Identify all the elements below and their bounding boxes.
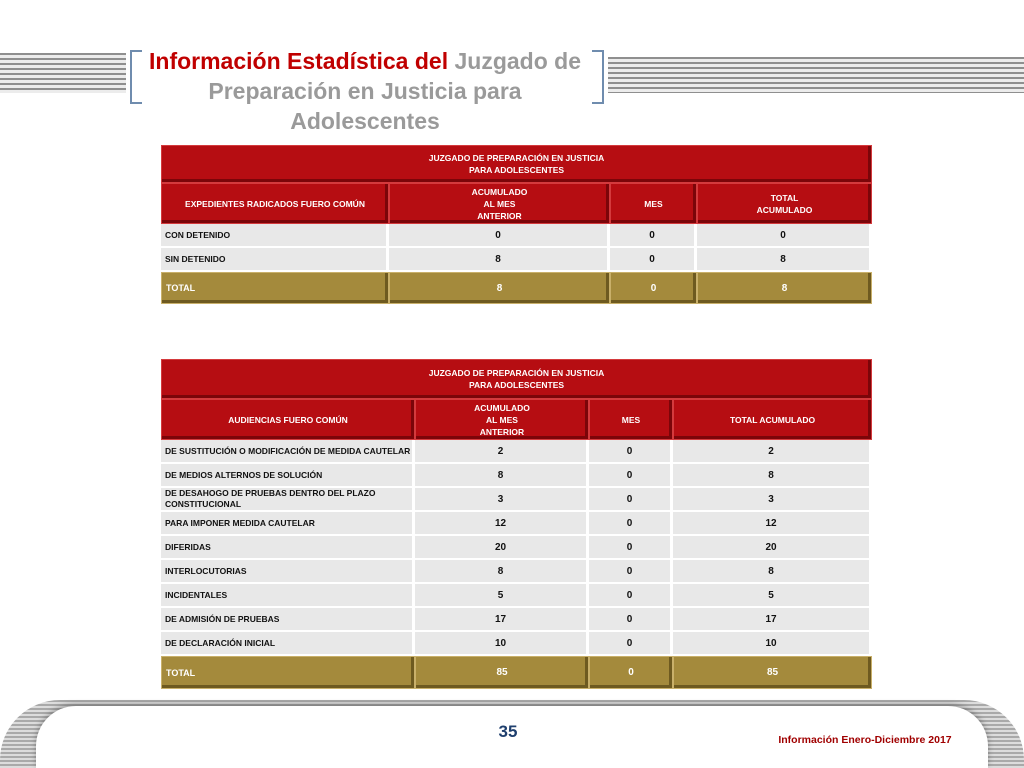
total-mes: 0 <box>589 656 673 689</box>
cell-mes: 0 <box>589 488 673 512</box>
row-label: DE SUSTITUCIÓN O MODIFICACIÓN DE MEDIDA CAUTELAR <box>161 440 415 464</box>
cell-mes: 0 <box>589 632 673 656</box>
cell-total: 2 <box>673 440 872 464</box>
column-header-total: TOTAL ACUMULADO <box>673 399 872 440</box>
cell-mes: 0 <box>610 224 697 248</box>
header-line: ACUMULADO <box>474 402 530 413</box>
column-header-label: AUDIENCIAS FUERO COMÚN <box>161 399 415 440</box>
cell-mes: 0 <box>589 608 673 632</box>
table-row <box>161 464 872 488</box>
cell-mes: 0 <box>589 584 673 608</box>
expedientes-table <box>161 145 872 304</box>
column-header-acumulado <box>389 183 610 224</box>
banner-line: JUZGADO DE PREPARACIÓN EN JUSTICIA <box>428 368 605 378</box>
header-line: ANTERIOR <box>479 426 525 437</box>
cell-total: 12 <box>673 512 872 536</box>
row-label: DE MEDIOS ALTERNOS DE SOLUCIÓN <box>161 464 415 488</box>
cell-total: 17 <box>673 608 872 632</box>
cell-acumulado: 8 <box>415 560 589 584</box>
row-label: PARA IMPONER MEDIDA CAUTELAR <box>161 512 415 536</box>
total-acumulado: 85 <box>415 656 589 689</box>
table-row <box>161 440 872 464</box>
banner-line: PARA ADOLESCENTES <box>468 165 565 175</box>
title-bracket-right <box>592 50 604 104</box>
header-line: ANTERIOR <box>477 210 522 221</box>
page-title <box>140 46 590 136</box>
cell-total: 20 <box>673 536 872 560</box>
table-row <box>161 512 872 536</box>
table-row <box>161 488 872 512</box>
header-line: TOTAL <box>770 192 799 203</box>
cell-mes: 0 <box>589 512 673 536</box>
table-banner <box>161 359 872 399</box>
table-row <box>161 608 872 632</box>
total-acumulado: 8 <box>389 272 610 304</box>
header-stripes-left <box>0 53 126 93</box>
cell-acumulado: 17 <box>415 608 589 632</box>
cell-acumulado: 5 <box>415 584 589 608</box>
table-row <box>161 560 872 584</box>
cell-acumulado: 8 <box>389 248 610 272</box>
audiencias-table <box>161 359 872 689</box>
header-line: ACUMULADO <box>471 186 528 197</box>
table-row <box>161 248 872 272</box>
table-row <box>161 632 872 656</box>
column-header-label: EXPEDIENTES RADICADOS FUERO COMÚN <box>161 183 389 224</box>
cell-total: 3 <box>673 488 872 512</box>
cell-total: 10 <box>673 632 872 656</box>
page-title-gray: Juzgado de Preparación en Justicia para Adolescentes <box>208 48 581 134</box>
table-row <box>161 536 872 560</box>
row-label: INTERLOCUTORIAS <box>161 560 415 584</box>
row-label: DE DECLARACIÓN INICIAL <box>161 632 415 656</box>
header-line: AL MES <box>486 414 518 425</box>
cell-acumulado: 10 <box>415 632 589 656</box>
row-label: DE DESAHOGO DE PRUEBAS DENTRO DEL PLAZO CONSTITUCIONAL <box>161 488 415 512</box>
total-mes: 0 <box>610 272 697 304</box>
total-label: TOTAL <box>161 272 389 304</box>
table-banner <box>161 145 872 183</box>
footer <box>0 700 1024 768</box>
footer-period: Información Enero-Diciembre 2017 <box>778 734 952 746</box>
row-label: DIFERIDAS <box>161 536 415 560</box>
total-total: 85 <box>673 656 872 689</box>
header-line: AL MES <box>483 198 516 209</box>
table-row <box>161 224 872 248</box>
row-label: SIN DETENIDO <box>161 248 389 272</box>
page-number: 35 <box>498 722 518 741</box>
header-stripes-right <box>608 57 1024 93</box>
cell-mes: 0 <box>589 560 673 584</box>
cell-acumulado: 2 <box>415 440 589 464</box>
total-label: TOTAL <box>161 656 415 689</box>
cell-total: 8 <box>673 560 872 584</box>
cell-acumulado: 0 <box>389 224 610 248</box>
total-row <box>161 272 872 304</box>
total-total: 8 <box>697 272 872 304</box>
column-header-mes: MES <box>610 183 697 224</box>
cell-total: 8 <box>697 248 872 272</box>
table-row <box>161 584 872 608</box>
column-header-mes: MES <box>589 399 673 440</box>
cell-mes: 0 <box>589 464 673 488</box>
row-label: CON DETENIDO <box>161 224 389 248</box>
cell-total: 8 <box>673 464 872 488</box>
cell-acumulado: 20 <box>415 536 589 560</box>
column-header-total <box>697 183 872 224</box>
cell-acumulado: 3 <box>415 488 589 512</box>
row-label: DE ADMISIÓN DE PRUEBAS <box>161 608 415 632</box>
cell-mes: 0 <box>589 536 673 560</box>
cell-acumulado: 8 <box>415 464 589 488</box>
column-header-acumulado <box>415 399 589 440</box>
cell-mes: 0 <box>610 248 697 272</box>
cell-mes: 0 <box>589 440 673 464</box>
cell-acumulado: 12 <box>415 512 589 536</box>
cell-total: 5 <box>673 584 872 608</box>
total-row <box>161 656 872 689</box>
row-label: INCIDENTALES <box>161 584 415 608</box>
banner-line: PARA ADOLESCENTES <box>468 380 565 390</box>
cell-total: 0 <box>697 224 872 248</box>
banner-line: JUZGADO DE PREPARACIÓN EN JUSTICIA <box>428 153 605 163</box>
page-title-red: Información Estadística del <box>149 48 449 74</box>
header-line: ACUMULADO <box>756 204 813 215</box>
